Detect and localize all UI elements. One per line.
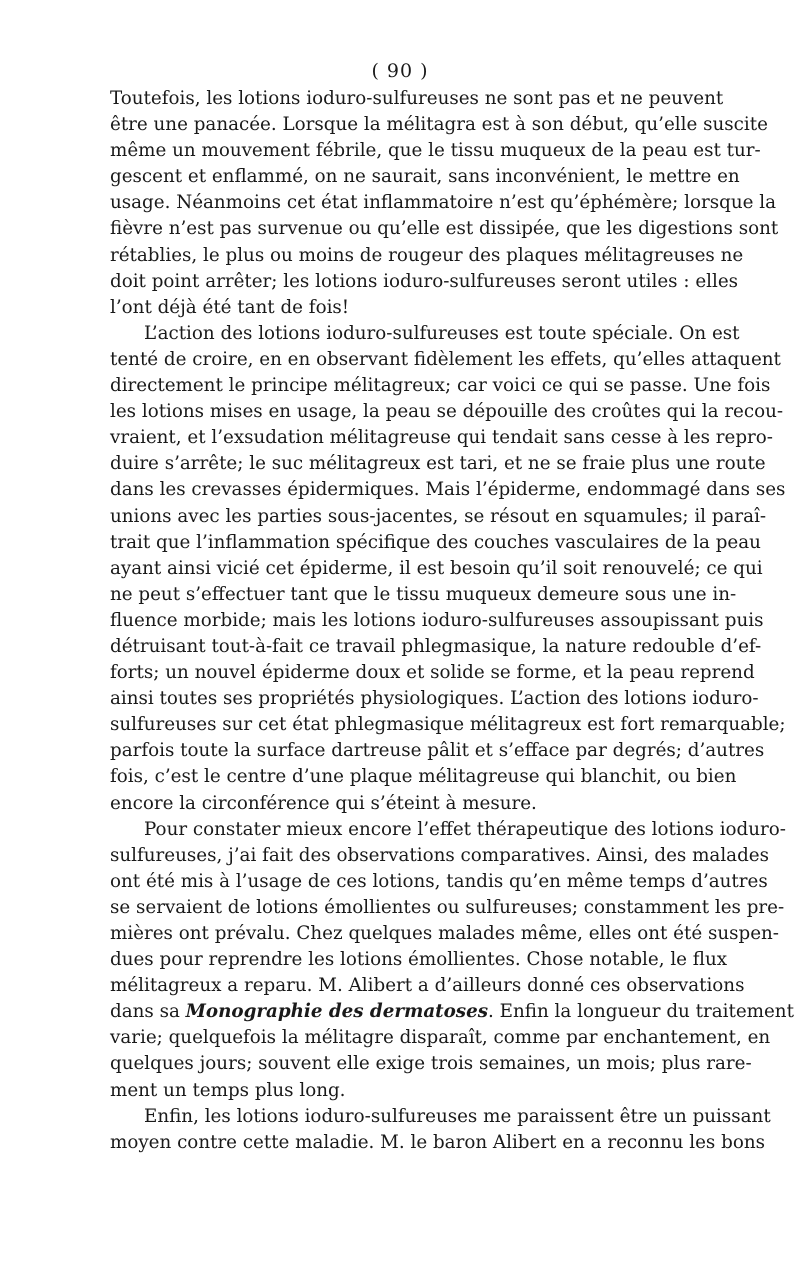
paragraph-3 xyxy=(110,817,794,1104)
text-line: Toutefois, les lotions ioduro-sulfureuses ne sont pas et ne peuvent xyxy=(110,88,724,109)
text-line-with-title xyxy=(110,999,794,1025)
text-line: même un mouvement fébrile, que le tissu muqueux de la peau est tur- xyxy=(110,140,761,162)
page-number: ( 90 ) xyxy=(371,60,429,82)
text-line: doit point arrêter; les lotions ioduro-sulfureuses seront utiles : elles xyxy=(110,270,739,292)
text-line: les lotions mises en usage, la peau se dépouille des croûtes qui la recou- xyxy=(110,401,784,423)
book-title: Monographie des dermatoses xyxy=(185,1001,489,1023)
text-line: gescent et enflammé, on ne saurait, sans inconvénient, le mettre en xyxy=(110,166,740,188)
paragraph-4 xyxy=(110,1104,771,1156)
text-line: détruisant tout-à-fait ce travail phlegmasique, la nature redouble d’ef- xyxy=(110,635,762,657)
text-line: Pour constater mieux encore l’effet thérapeutique des lotions ioduro- xyxy=(144,818,786,840)
text-line: fluence morbide; mais les lotions ioduro-sulfureuses assoupissant puis xyxy=(110,609,764,631)
text-line: ayant ainsi vicié cet épiderme, il est besoin qu’il soit renouvelé; ce qui xyxy=(110,557,763,579)
text-line: dans les crevasses épidermiques. Mais l’épiderme, endommagé dans ses xyxy=(110,479,786,501)
text-line: forts; un nouvel épiderme doux et solide se forme, et la peau reprend xyxy=(110,662,755,684)
text-line: l’ont déjà été tant de fois! xyxy=(110,296,350,318)
text-line: quelques jours; souvent elle exige trois semaines, un mois; plus rare- xyxy=(110,1053,752,1075)
text-line: sulfureuses, j’ai fait des observations comparatives. Ainsi, des malades xyxy=(110,844,769,866)
text-line: directement le principe mélitagreux; car voici ce qui se passe. Une fois xyxy=(110,375,771,397)
text-line: L’action des lotions ioduro-sulfureuses est toute spéciale. On est xyxy=(144,322,740,344)
text-line: ainsi toutes ses propriétés physiologiques. L’action des lotions ioduro- xyxy=(110,688,759,710)
text-line: encore la circonférence qui s’éteint à mesure. xyxy=(110,792,537,814)
text-line: varie; quelquefois la mélitagre disparaît, comme par enchantement, en xyxy=(110,1027,771,1049)
text-line: être une panacée. Lorsque la mélitagra est à son début, qu’elle suscite xyxy=(110,114,768,136)
paragraph-2 xyxy=(110,321,786,817)
text-line: tenté de croire, en en observant fidèlement les effets, qu’elles attaquent xyxy=(110,348,781,370)
text-line: mélitagreux a reparu. M. Alibert a d’ailleurs donné ces observations xyxy=(110,975,745,997)
text-line: fièvre n’est pas survenue ou qu’elle est dissipée, que les digestions sont xyxy=(110,218,779,240)
text-line: fois, c’est le centre d’une plaque mélitagreuse qui blanchit, ou bien xyxy=(110,766,737,788)
body-text xyxy=(110,86,794,1156)
text-line: dues pour reprendre les lotions émollientes. Chose notable, le flux xyxy=(110,949,728,971)
text-line: ment un temps plus long. xyxy=(110,1079,346,1101)
text-line: se servaient de lotions émollientes ou sulfureuses; constamment les pre- xyxy=(110,896,785,918)
text-fragment: dans sa xyxy=(110,1001,186,1023)
text-line: mières ont prévalu. Chez quelques malades même, elles ont été suspen- xyxy=(110,923,779,944)
text-line: usage. Néanmoins cet état inflammatoire n’est qu’éphémère; lorsque la xyxy=(110,192,776,214)
paragraph-1 xyxy=(110,86,779,321)
text-line: unions avec les parties sous-jacentes, se résout en squamules; il paraî- xyxy=(110,505,767,527)
text-line: parfois toute la surface dartreuse pâlit et s’efface par degrés; d’autres xyxy=(110,740,765,762)
text-line: rétablies, le plus ou moins de rougeur des plaques mélitagreuses ne xyxy=(110,244,744,266)
text-line: duire s’arrête; le suc mélitagreux est tari, et ne se fraie plus une route xyxy=(110,453,766,475)
text-line: Enfin, les lotions ioduro-sulfureuses me paraissent être un puissant xyxy=(144,1105,771,1127)
text-line: ont été mis à l’usage de ces lotions, tandis qu’en même temps d’autres xyxy=(110,870,768,892)
text-fragment: . Enfin la longueur du traitement xyxy=(488,1001,794,1023)
text-line: ne peut s’effectuer tant que le tissu muqueux demeure sous une in- xyxy=(110,583,737,605)
text-line: moyen contre cette maladie. M. le baron Alibert en a reconnu les bons xyxy=(110,1131,765,1153)
text-line: vraient, et l’exsudation mélitagreuse qui tendait sans cesse à les repro- xyxy=(110,427,773,449)
text-line: sulfureuses sur cet état phlegmasique mélitagreux est fort remarquable; xyxy=(110,714,786,736)
text-line: trait que l’inflammation spécifique des couches vasculaires de la peau xyxy=(110,531,761,553)
